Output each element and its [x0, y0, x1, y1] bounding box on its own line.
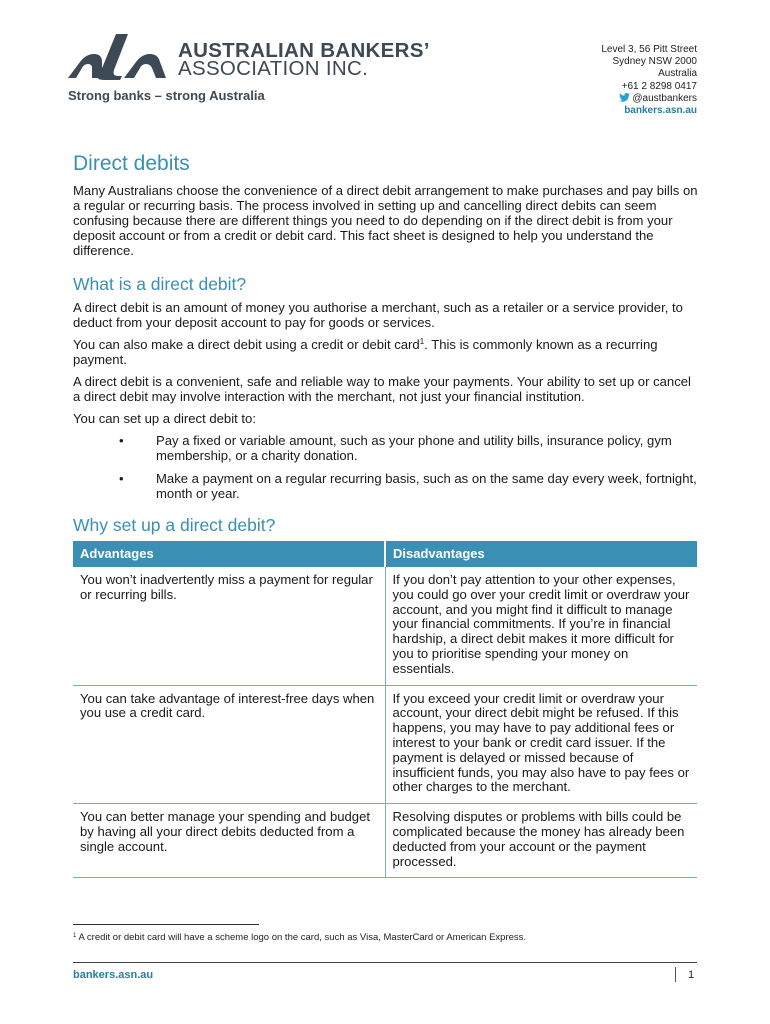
- twitter-bird-icon: [619, 93, 630, 102]
- list-item-text: Make a payment on a regular recurring basis, such as on the same day every week, fortnight, month or year.: [156, 471, 697, 501]
- pros-cons-table: [73, 541, 697, 878]
- disadvantage-cell: If you don’t pay attention to your other expenses, you could go over your credit limit or overdraw your account, and you might find it difficult to manage your financial commitments. If you’re in financial hardship, a direct debit makes it more difficult for you to prioritise spending your money on essentials.: [385, 567, 697, 685]
- footer-website-link[interactable]: bankers.asn.au: [73, 969, 154, 981]
- footer-separator: [675, 967, 676, 982]
- twitter-handle: @austbankers: [632, 92, 697, 104]
- list-item-text: Pay a fixed or variable amount, such as your phone and utility bills, insurance policy, gym membership, or a charity donation.: [156, 433, 672, 463]
- address-line3: Australia: [658, 68, 697, 80]
- footnote: [73, 932, 526, 943]
- footnote-text: A credit or debit card will have a scheme logo on the card, such as Visa, MasterCard or American Express.: [76, 932, 527, 943]
- page-title: Direct debits: [73, 152, 190, 175]
- setup-list: [73, 433, 699, 501]
- advantage-cell: You won’t inadvertently miss a payment for regular or recurring bills.: [73, 567, 385, 685]
- address-block: [601, 44, 697, 117]
- intro-paragraph: Many Australians choose the convenience of a direct debit arrangement to make purchases and pay bills on a regular or recurring basis. The process involved in setting up and cancelling direct debits can seem confusing because there are different things you need to do depending on if the direct debit is from your deposit account or from a credit or debit card. This fact sheet is designed to help you understand the difference.: [73, 183, 698, 258]
- twitter-line[interactable]: [601, 93, 697, 105]
- table-row: [73, 804, 697, 878]
- footnote-marker: 1: [73, 933, 77, 939]
- table-row: [73, 567, 697, 685]
- setup-intro: You can set up a direct debit to:: [73, 411, 256, 426]
- tagline: Strong banks – strong Australia: [68, 88, 265, 103]
- card-text-a: You can also make a direct debit using a credit or debit card: [73, 337, 420, 352]
- disadvantage-cell: If you exceed your credit limit or overdraw your account, your direct debit might be refused. If this happens, you may have to pay additional fees or interest to your bank or credit card issuer. If the payment is delayed or missed because of insufficient funds, you may also have to pay fees or other charges to the merchant.: [385, 685, 697, 804]
- section-heading-why: Why set up a direct debit?: [73, 515, 276, 535]
- org-name-line1: AUSTRALIAN BANKERS’: [178, 39, 430, 62]
- bullet-icon: •: [119, 471, 124, 486]
- table-header-row: [73, 541, 697, 567]
- disadvantage-cell: Resolving disputes or problems with bills could be complicated because the money has already been deducted from your account or the payment processed.: [385, 804, 697, 878]
- letterhead: [0, 0, 770, 130]
- phone: +61 2 8298 0417: [621, 80, 697, 92]
- column-header-disadvantages: Disadvantages: [385, 541, 697, 567]
- list-item: [73, 471, 699, 501]
- page-number: 1: [688, 969, 695, 981]
- org-name-line2: ASSOCIATION INC.: [178, 57, 369, 80]
- address-line1: Level 3, 56 Pitt Street: [601, 44, 697, 55]
- list-item: [73, 433, 699, 463]
- section-heading-what: What is a direct debit?: [73, 274, 247, 294]
- website-link[interactable]: bankers.asn.au: [624, 105, 697, 117]
- card-text-b: . This is commonly known as a recurring payment.: [73, 337, 658, 367]
- advantage-cell: You can better manage your spending and budget by having all your direct debits deducted from a single account.: [73, 804, 385, 878]
- definition-paragraph: A direct debit is an amount of money you authorise a merchant, such as a retailer or a service provider, to deduct from your deposit account to pay for goods or services.: [73, 300, 683, 330]
- org-name: [178, 39, 430, 80]
- footnote-ref: 1: [419, 337, 425, 346]
- table-row: [73, 685, 697, 804]
- bullet-icon: •: [119, 433, 124, 448]
- footnote-divider: [73, 924, 259, 925]
- card-paragraph: [73, 337, 699, 367]
- column-header-advantages: Advantages: [73, 541, 385, 567]
- advantage-cell: You can take advantage of interest-free days when you use a credit card.: [73, 685, 385, 804]
- footer-divider: [73, 962, 697, 963]
- address-line2: Sydney NSW 2000: [612, 56, 697, 68]
- aba-logo-icon: [66, 32, 168, 82]
- document-body: [73, 152, 699, 878]
- convenience-paragraph: A direct debit is a convenient, safe and reliable way to make your payments. Your ability to set up or cancel a direct debit may involve interaction with the merchant, not just your financial institution.: [73, 374, 691, 404]
